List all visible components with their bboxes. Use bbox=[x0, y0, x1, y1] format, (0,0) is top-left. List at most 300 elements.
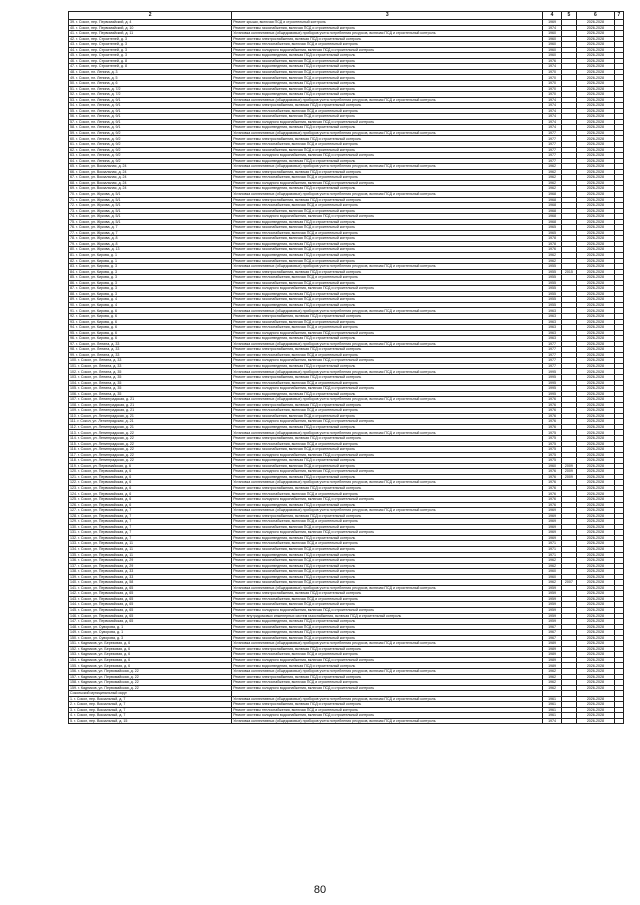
year-built-cell: 1969 bbox=[543, 530, 561, 536]
address-cell: 142. г. Сокол, ул. Первомайская, д. 65 bbox=[69, 591, 232, 597]
address-cell: 131. г. Сокол, ул. Первомайская, д. 7 bbox=[69, 530, 232, 536]
year-built-cell: 1976 bbox=[543, 397, 561, 403]
address-cell: 101. г. Сокол, ул. Ленина, д. 33 bbox=[69, 363, 232, 369]
work-type-cell: Установка коллективных (общедомовых) приборов учета потребления ресурсов, включая ПСД и строительный контроль bbox=[232, 191, 543, 197]
period-cell: 2026-2028 bbox=[577, 508, 615, 514]
period-cell: 2026-2028 bbox=[577, 391, 615, 397]
address-cell: 124. г. Сокол, ул. Первомайская, д. 6 bbox=[69, 491, 232, 497]
work-type-cell: Ремонт системы холодного водоснабжения, включая ПСД и строительный контроль bbox=[232, 330, 543, 336]
period-cell: 2026-2028 bbox=[577, 674, 615, 680]
address-cell: 73. г. Сокол, ул. Жукова, д. 5/1 bbox=[69, 208, 232, 214]
year-built-cell: 1959 bbox=[543, 619, 561, 625]
address-cell: 145. г. Сокол, ул. Первомайская, д. 65 bbox=[69, 607, 232, 613]
work-type-cell: Ремонт системы водоотведения, включая ПСД и строительный контроль bbox=[232, 92, 543, 98]
address-cell: 79. г. Сокол, ул. Жукова, д. 8 bbox=[69, 241, 232, 247]
address-cell: 147. г. Сокол, ул. Первомайская, д. 65 bbox=[69, 619, 232, 625]
year-built-cell: 1995 bbox=[543, 380, 561, 386]
address-cell: 61. г. Сокол, пл. Ленина, д. 9/2 bbox=[69, 142, 232, 148]
work-type-cell: Ремонт системы газоснабжения, включая ПСД и строительный контроль bbox=[232, 524, 543, 530]
period-cell: 2026-2028 bbox=[577, 191, 615, 197]
address-cell: 39. г. Сокол, пер. Первомайский, д. 4 bbox=[69, 20, 232, 26]
year-built-cell: 1967 bbox=[543, 630, 561, 636]
work-type-cell: Ремонт системы электроснабжения, включая ПСД и строительный контроль bbox=[232, 269, 543, 275]
period-cell: 2026-2028 bbox=[577, 230, 615, 236]
period-cell: 2026-2028 bbox=[577, 519, 615, 525]
work-type-cell: Ремонт системы водоотведения, включая ПСД и строительный контроль bbox=[232, 336, 543, 342]
period-cell: 2026-2028 bbox=[577, 208, 615, 214]
address-cell: 95. г. Сокол, ул. Кирова, д. 6 bbox=[69, 330, 232, 336]
work-type-cell: Ремонт системы водоотведения, включая ПСД и строительный контроль bbox=[232, 502, 543, 508]
period-cell: 2026-2028 bbox=[577, 680, 615, 686]
period-cell: 2026-2028 bbox=[577, 497, 615, 503]
address-cell: 91. г. Сокол, ул. Кирова, д. 6 bbox=[69, 308, 232, 314]
period-cell: 2026-2028 bbox=[577, 646, 615, 652]
year-built-cell: 1976 bbox=[543, 480, 561, 486]
address-cell: 112. г. Сокол, ул. Ленинградская, д. 21 bbox=[69, 424, 232, 430]
work-type-cell: Ремонт системы электроснабжения, включая ПСД и строительный контроль bbox=[232, 36, 543, 42]
work-type-cell: Ремонт системы теплоснабжения, включая ПСД и строительный контроль bbox=[232, 380, 543, 386]
work-type-cell: Ремонт системы газоснабжения, включая ПСД и строительный контроль bbox=[232, 319, 543, 325]
year-built-cell: 1974 bbox=[543, 103, 561, 109]
work-type-cell: Установка коллективных (общедомовых) приборов учета потребления ресурсов, включая ПСД и строительный контроль bbox=[232, 130, 543, 136]
address-cell: 43. г. Сокол, пер. Строителей, д. 3 bbox=[69, 42, 232, 48]
work-type-cell: Ремонт системы водоотведения, включая ПСД и строительный контроль bbox=[232, 64, 543, 70]
address-cell: 129. г. Сокол, ул. Первомайская, д. 7 bbox=[69, 519, 232, 525]
work-type-cell: Ремонт системы газоснабжения, включая ПСД и строительный контроль bbox=[232, 569, 543, 575]
year-built-cell: 1975 bbox=[543, 447, 561, 453]
address-cell: 46. г. Сокол, пер. Строителей, д. 8 bbox=[69, 58, 232, 64]
year-built-cell: 1968 bbox=[543, 214, 561, 220]
year-built-cell: 1962 bbox=[543, 668, 561, 674]
work-type-cell: Ремонт системы водоотведения, включая ПСД и строительный контроль bbox=[232, 535, 543, 541]
period-cell: 2026-2028 bbox=[577, 358, 615, 364]
address-cell: 99. г. Сокол, ул. Ленина, д. 33 bbox=[69, 352, 232, 358]
address-cell: 137. г. Сокол, ул. Первомайская, д. 29 bbox=[69, 563, 232, 569]
work-type-cell: Ремонт системы холодного водоснабжения, включая ПСД и строительный контроль bbox=[232, 180, 543, 186]
last-repair-cell bbox=[561, 718, 576, 724]
year-built-cell: 1995 bbox=[543, 386, 561, 392]
work-type-cell: Ремонт системы теплоснабжения, включая ПСД и строительный контроль bbox=[232, 491, 543, 497]
year-built-cell: 1995 bbox=[543, 391, 561, 397]
address-cell: 45. г. Сокол, пер. Строителей, д. 3 bbox=[69, 53, 232, 59]
schedule-table bbox=[68, 11, 624, 724]
year-built-cell: 1959 bbox=[543, 585, 561, 591]
period-cell: 2026-2028 bbox=[577, 269, 615, 275]
period-cell: 2026-2028 bbox=[577, 119, 615, 125]
work-type-cell: Ремонт системы водоотведения, включая ПСД и строительный контроль bbox=[232, 363, 543, 369]
address-cell: 44. г. Сокол, пер. Строителей, д. 3 bbox=[69, 47, 232, 53]
address-cell: 108. г. Сокол, ул. Ленинградская, д. 21 bbox=[69, 402, 232, 408]
work-type-cell: Ремонт системы теплоснабжения, включая ПСД и строительный контроль bbox=[232, 108, 543, 114]
address-cell: 135. г. Сокол, ул. Первомайская, д. 11 bbox=[69, 552, 232, 558]
year-built-cell: 1974 bbox=[543, 25, 561, 31]
address-cell: 111. г. Сокол, ул. Ленинградская, д. 21 bbox=[69, 419, 232, 425]
address-cell: 127. г. Сокол, ул. Первомайская, д. 7 bbox=[69, 508, 232, 514]
work-type-cell: Ремонт системы газоснабжения, включая ПСД и строительный контроль bbox=[232, 114, 543, 120]
period-cell: 2026-2028 bbox=[577, 297, 615, 303]
period-cell: 2026-2028 bbox=[577, 286, 615, 292]
year-built-cell: 1976 bbox=[543, 424, 561, 430]
year-built-cell: 1962 bbox=[543, 164, 561, 170]
year-built-cell: 1995 bbox=[543, 375, 561, 381]
address-cell: 89. г. Сокол, ул. Кирова, д. 4 bbox=[69, 297, 232, 303]
year-built-cell: 1970 bbox=[543, 81, 561, 87]
year-built-cell: 1975 bbox=[543, 436, 561, 442]
address-cell: 138. г. Сокол, ул. Первомайская, д. 33 bbox=[69, 569, 232, 575]
period-cell: 2026-2028 bbox=[577, 458, 615, 464]
year-built-cell: 1962 bbox=[543, 180, 561, 186]
year-built-cell: 1974 bbox=[543, 718, 561, 724]
period-cell: 2026-2028 bbox=[577, 585, 615, 591]
table-row bbox=[69, 718, 624, 724]
period-cell: 2026-2028 bbox=[577, 25, 615, 31]
year-built-cell: 1961 bbox=[543, 713, 561, 719]
period-cell: 2026-2028 bbox=[577, 247, 615, 253]
address-cell: 126. г. Сокол, ул. Первомайская, д. 6 bbox=[69, 502, 232, 508]
year-built-cell: 1989 bbox=[543, 663, 561, 669]
period-cell: 2026-2028 bbox=[577, 419, 615, 425]
period-cell: 2026-2028 bbox=[577, 280, 615, 286]
period-cell: 2026-2028 bbox=[577, 69, 615, 75]
work-type-cell: Ремонт системы холодного водоснабжения, включая ПСД и строительный контроль bbox=[232, 286, 543, 292]
period-cell: 2026-2028 bbox=[577, 375, 615, 381]
address-cell: 71. г. Сокол, ул. Жукова, д. 5/1 bbox=[69, 197, 232, 203]
work-type-cell: Ремонт системы электроснабжения, включая ПСД и строительный контроль bbox=[232, 313, 543, 319]
period-cell: 2026-2028 bbox=[577, 602, 615, 608]
period-cell: 2026-2028 bbox=[577, 630, 615, 636]
year-built-cell: 1962 bbox=[543, 674, 561, 680]
period-cell: 2026-2028 bbox=[577, 130, 615, 136]
year-built-cell: 1968 bbox=[543, 197, 561, 203]
address-cell: 148. г. Сокол, ул. Суворова, д. 1 bbox=[69, 624, 232, 630]
header-cell: 6 bbox=[577, 12, 615, 20]
year-built-cell: 1976 bbox=[543, 485, 561, 491]
work-type-cell: Ремонт системы теплоснабжения, включая ПСД и строительный контроль bbox=[232, 680, 543, 686]
year-built-cell: 1974 bbox=[543, 125, 561, 131]
year-built-cell: 1975 bbox=[543, 458, 561, 464]
year-built-cell: 1969 bbox=[543, 535, 561, 541]
work-type-cell: Ремонт системы газоснабжения, включая ПСД и строительный контроль bbox=[232, 413, 543, 419]
address-cell: 74. г. Сокол, ул. Жукова, д. 5/1 bbox=[69, 214, 232, 220]
year-built-cell: 1977 bbox=[543, 352, 561, 358]
period-cell: 2026-2028 bbox=[577, 336, 615, 342]
header-row bbox=[69, 12, 624, 20]
period-cell: 2026-2028 bbox=[577, 369, 615, 375]
address-cell: 125. г. Сокол, ул. Первомайская, д. 6 bbox=[69, 497, 232, 503]
work-type-cell: Ремонт системы водоотведения, включая ПСД и строительный контроль bbox=[232, 53, 543, 59]
address-cell: 100. г. Сокол, ул. Ленина, д. 33 bbox=[69, 358, 232, 364]
year-built-cell: 1960 bbox=[543, 42, 561, 48]
period-cell: 2026-2028 bbox=[577, 158, 615, 164]
address-cell: 55. г. Сокол, пл. Ленина, д. 9/1 bbox=[69, 108, 232, 114]
work-type-cell: Ремонт системы холодного водоснабжения, включая ПСД и строительный контроль bbox=[232, 530, 543, 536]
address-cell: 78. г. Сокол, ул. Жукова, д. 8 bbox=[69, 236, 232, 242]
year-built-cell: 1961 bbox=[543, 696, 561, 702]
address-cell: 141. г. Сокол, ул. Первомайская, д. 65 bbox=[69, 585, 232, 591]
period-cell: 2026-2028 bbox=[577, 75, 615, 81]
period-cell: 2026-2028 bbox=[577, 641, 615, 647]
work-type-cell: Ремонт системы водоотведения, включая ПСД и строительный контроль bbox=[232, 252, 543, 258]
address-cell: 120. г. Сокол, ул. Первомайская, д. 6 bbox=[69, 469, 232, 475]
year-built-cell: 1977 bbox=[543, 142, 561, 148]
work-type-cell: Установка коллективных (общедомовых) приборов учета потребления ресурсов, включая ПСД и строительный контроль bbox=[232, 31, 543, 37]
work-type-cell: Ремонт системы электроснабжения, включая ПСД и строительный контроль bbox=[232, 375, 543, 381]
year-built-cell: 1963 bbox=[543, 336, 561, 342]
year-built-cell: 1978 bbox=[543, 241, 561, 247]
year-built-cell: 1969 bbox=[543, 524, 561, 530]
work-type-cell: Ремонт системы газоснабжения, включая ПСД и строительный контроль bbox=[232, 463, 543, 469]
year-built-cell: 1967 bbox=[543, 624, 561, 630]
work-type-cell: Ремонт системы водоотведения, включая ПСД и строительный контроль bbox=[232, 291, 543, 297]
work-type-cell: Ремонт системы газоснабжения, включая ПСД и строительный контроль bbox=[232, 86, 543, 92]
address-cell: 150. г. Сокол, ул. Суворова, д. 3 bbox=[69, 635, 232, 641]
address-cell: 75. г. Сокол, ул. Жукова, д. 5/1 bbox=[69, 219, 232, 225]
address-cell: 143. г. Сокол, ул. Первомайская, д. 65 bbox=[69, 596, 232, 602]
work-type-cell: Ремонт системы газоснабжения, включая ПСД и строительный контроль bbox=[232, 208, 543, 214]
period-cell: 2026-2028 bbox=[577, 546, 615, 552]
year-built-cell: 1962 bbox=[543, 258, 561, 264]
work-type-cell: Ремонт системы водоотведения, включая ПСД и строительный контроль bbox=[232, 219, 543, 225]
year-built-cell: 1976 bbox=[543, 413, 561, 419]
address-cell: 88. г. Сокол, ул. Кирова, д. 3 bbox=[69, 291, 232, 297]
work-type-cell: Ремонт системы водоотведения, включая ПСД и строительный контроль bbox=[232, 302, 543, 308]
year-built-cell: 1989 bbox=[543, 652, 561, 658]
period-cell: 2026-2028 bbox=[577, 613, 615, 619]
work-type-cell: Ремонт системы теплоснабжения, включая ПСД и строительный контроль bbox=[232, 441, 543, 447]
year-built-cell: 1960 bbox=[543, 31, 561, 37]
address-cell: 159. г. Кадников, ул. Первомайская, д. 22 bbox=[69, 685, 232, 691]
address-cell: 93. г. Сокол, ул. Кирова, д. 6 bbox=[69, 319, 232, 325]
year-built-cell: 1969 bbox=[543, 513, 561, 519]
year-built-cell: 1960 bbox=[543, 53, 561, 59]
period-cell: 2026-2028 bbox=[577, 424, 615, 430]
address-cell: 59. г. Сокол, пл. Ленина, д. 9/2 bbox=[69, 130, 232, 136]
address-cell: 113. г. Сокол, ул. Ленинградская, д. 22 bbox=[69, 430, 232, 436]
work-type-cell: Ремонт системы газоснабжения, включая ПСД и строительный контроль bbox=[232, 558, 543, 564]
address-cell: 90. г. Сокол, ул. Кирова, д. 4 bbox=[69, 302, 232, 308]
work-type-cell: Ремонт системы холодного водоснабжения, включая ПСД и строительный контроль bbox=[232, 386, 543, 392]
work-type-cell: Ремонт системы холодного водоснабжения, включая ПСД и строительный контроль bbox=[232, 452, 543, 458]
period-cell: 2026-2028 bbox=[577, 103, 615, 109]
work-type-cell: Ремонт системы газоснабжения, включая ПСД и строительный контроль bbox=[232, 580, 543, 586]
address-cell: 155. г. Кадников, ул. Березовая, д. 6 bbox=[69, 663, 232, 669]
period-cell: 2026-2028 bbox=[577, 58, 615, 64]
year-built-cell: 1963 bbox=[543, 325, 561, 331]
period-cell: 2026-2028 bbox=[577, 214, 615, 220]
year-built-cell: 1962 bbox=[543, 252, 561, 258]
work-type-cell: Ремонт системы водоотведения, включая ПСД и строительный контроль bbox=[232, 563, 543, 569]
work-type-cell: Ремонт системы холодного водоснабжения, включая ПСД и строительный контроль bbox=[232, 607, 543, 613]
address-cell: 1. г. Сокол, пер. Вокзальный, д. 7 bbox=[69, 696, 232, 702]
period-cell: 2026-2028 bbox=[577, 108, 615, 114]
period-cell: 2026-2028 bbox=[577, 197, 615, 203]
address-cell: 54. г. Сокол, пл. Ленина, д. 9/1 bbox=[69, 103, 232, 109]
year-built-cell: 1962 bbox=[543, 169, 561, 175]
year-built-cell: 1965 bbox=[543, 225, 561, 231]
address-cell: 96. г. Сокол, ул. Кирова, д. 6 bbox=[69, 336, 232, 342]
work-type-cell: Ремонт системы холодного водоснабжения, включая ПСД и строительный контроль bbox=[232, 685, 543, 691]
work-type-cell: Установка коллективных (общедомовых) приборов учета потребления ресурсов, включая ПСД и строительный контроль bbox=[232, 97, 543, 103]
year-built-cell: 1962 bbox=[543, 175, 561, 181]
address-cell: 107. г. Сокол, ул. Ленинградская, д. 21 bbox=[69, 397, 232, 403]
period-cell: 2026-2028 bbox=[577, 313, 615, 319]
year-built-cell: 1977 bbox=[543, 153, 561, 159]
address-cell: 70. г. Сокол, ул. Жукова, д. 5/1 bbox=[69, 191, 232, 197]
period-cell: 2026-2028 bbox=[577, 186, 615, 192]
year-built-cell: 1960 bbox=[543, 47, 561, 53]
address-cell: 102. г. Сокол, ул. Ленина, д. 35 bbox=[69, 369, 232, 375]
year-built-cell: 1976 bbox=[543, 408, 561, 414]
period-cell: 2026-2028 bbox=[577, 53, 615, 59]
year-built-cell: 1969 bbox=[543, 519, 561, 525]
address-cell: 2. г. Сокол, пер. Вокзальный, д. 7 bbox=[69, 702, 232, 708]
work-type-cell: Ремонт системы водоотведения, включая ПСД и строительный контроль bbox=[232, 391, 543, 397]
period-cell: 2026-2028 bbox=[577, 42, 615, 48]
period-cell: 2026-2028 bbox=[577, 530, 615, 536]
address-cell: 52. г. Сокол, пл. Ленина, д. 7/2 bbox=[69, 92, 232, 98]
period-cell: 2026-2028 bbox=[577, 480, 615, 486]
year-built-cell: 1962 bbox=[543, 558, 561, 564]
address-cell: 67. г. Сокол, ул. Вокзальная, д. 24 bbox=[69, 175, 232, 181]
period-cell: 2026-2028 bbox=[577, 402, 615, 408]
work-type-cell: Ремонт системы газоснабжения, включая ПСД и строительный контроль bbox=[232, 69, 543, 75]
year-built-cell: 1978 bbox=[543, 236, 561, 242]
address-cell: 152. г. Кадников, ул. Березовая, д. 6 bbox=[69, 646, 232, 652]
address-cell: 92. г. Сокол, ул. Кирова, д. 6 bbox=[69, 313, 232, 319]
period-cell: 2026-2028 bbox=[577, 657, 615, 663]
work-type-cell: Ремонт системы газоснабжения, включая ПСД и строительный контроль bbox=[232, 280, 543, 286]
address-cell: 121. г. Сокол, ул. Первомайская, д. 6 bbox=[69, 474, 232, 480]
period-cell: 2026-2028 bbox=[577, 175, 615, 181]
address-cell: 151. г. Кадников, ул. Березовая, д. 6 bbox=[69, 641, 232, 647]
year-built-cell: 1955 bbox=[543, 286, 561, 292]
address-cell: 40. г. Сокол, пер. Первомайский, д. 10 bbox=[69, 25, 232, 31]
year-built-cell: 1955 bbox=[543, 291, 561, 297]
period-cell: 2026-2028 bbox=[577, 180, 615, 186]
address-cell: 48. г. Сокол, пл. Ленина, д. 3 bbox=[69, 69, 232, 75]
work-type-cell: Ремонт системы электроснабжения, включая ПСД и строительный контроль bbox=[232, 485, 543, 491]
work-type-cell: Ремонт внутридомовых инженерных систем газоснабжения, включая ПСД и строительный контроль bbox=[232, 613, 543, 619]
address-cell: 139. г. Сокол, ул. Первомайская, д. 33 bbox=[69, 574, 232, 580]
address-cell: 128. г. Сокол, ул. Первомайская, д. 7 bbox=[69, 513, 232, 519]
period-cell: 2026-2028 bbox=[577, 275, 615, 281]
year-built-cell: 1967 bbox=[543, 635, 561, 641]
address-cell: 63. г. Сокол, пл. Ленина, д. 9/2 bbox=[69, 153, 232, 159]
period-cell: 2026-2028 bbox=[577, 474, 615, 480]
year-built-cell: 1962 bbox=[543, 563, 561, 569]
work-type-cell: Установка коллективных (общедомовых) приборов учета потребления ресурсов, включая ПСД и строительный контроль bbox=[232, 397, 543, 403]
address-cell: 87. г. Сокол, ул. Кирова, д. 3 bbox=[69, 286, 232, 292]
work-type-cell: Ремонт системы водоотведения, включая ПСД и строительный контроль bbox=[232, 552, 543, 558]
work-type-cell: Установка коллективных (общедомовых) приборов учета потребления ресурсов, включая ПСД и строительный контроль bbox=[232, 696, 543, 702]
address-cell: 153. г. Кадников, ул. Березовая, д. 6 bbox=[69, 652, 232, 658]
address-cell: 115. г. Сокол, ул. Ленинградская, д. 22 bbox=[69, 441, 232, 447]
year-built-cell: 1975 bbox=[543, 441, 561, 447]
last-repair-cell: 2009 bbox=[561, 474, 576, 480]
address-cell: 58. г. Сокол, пл. Ленина, д. 9/1 bbox=[69, 125, 232, 131]
period-cell: 2026-2028 bbox=[577, 485, 615, 491]
period-cell: 2026-2028 bbox=[577, 252, 615, 258]
period-cell: 2026-2028 bbox=[577, 663, 615, 669]
period-cell: 2026-2028 bbox=[577, 291, 615, 297]
period-cell: 2026-2028 bbox=[577, 569, 615, 575]
year-built-cell: 1989 bbox=[543, 646, 561, 652]
period-cell: 2026-2028 bbox=[577, 452, 615, 458]
work-type-cell: Ремонт системы теплоснабжения, включая ПСД и строительный контроль bbox=[232, 275, 543, 281]
work-type-cell: Ремонт системы газоснабжения, включая ПСД и строительный контроль bbox=[232, 602, 543, 608]
period-cell: 2026-2028 bbox=[577, 413, 615, 419]
period-cell: 2026-2028 bbox=[577, 535, 615, 541]
work-type-cell: Ремонт системы электроснабжения, включая ПСД и строительный контроль bbox=[232, 103, 543, 109]
period-cell: 2026-2028 bbox=[577, 408, 615, 414]
year-built-cell: 1970 bbox=[543, 86, 561, 92]
year-built-cell: 1971 bbox=[543, 552, 561, 558]
work-type-cell: Ремонт системы водоотведения, включая ПСД и строительный контроль bbox=[232, 125, 543, 131]
address-cell: 116. г. Сокол, ул. Ленинградская, д. 22 bbox=[69, 447, 232, 453]
header-cell: 5 bbox=[561, 12, 576, 20]
period-cell: 2026-2028 bbox=[577, 607, 615, 613]
period-cell: 2026-2028 bbox=[577, 702, 615, 708]
address-cell: 146. г. Сокол, ул. Первомайская, д. 65 bbox=[69, 613, 232, 619]
address-cell: 4. г. Сокол, пер. Вокзальный, д. 7 bbox=[69, 713, 232, 719]
work-type-cell: Ремонт системы газоснабжения, включая ПСД и строительный контроль bbox=[232, 147, 543, 153]
work-type-cell: Ремонт системы электроснабжения, включая ПСД и строительный контроль bbox=[232, 169, 543, 175]
header-cell: 2 bbox=[69, 12, 232, 20]
work-type-cell: Ремонт системы электроснабжения, включая ПСД и строительный контроль bbox=[232, 591, 543, 597]
year-built-cell: 1955 bbox=[543, 275, 561, 281]
work-type-cell: Ремонт системы холодного водоснабжения, включая ПСД и строительный контроль bbox=[232, 657, 543, 663]
address-cell: 72. г. Сокол, ул. Жукова, д. 5/1 bbox=[69, 203, 232, 209]
address-cell: 42. г. Сокол, пер. Строителей, д. 3 bbox=[69, 36, 232, 42]
year-built-cell: 1971 bbox=[543, 541, 561, 547]
period-cell: 2026-2028 bbox=[577, 541, 615, 547]
period-cell: 2026-2028 bbox=[577, 502, 615, 508]
year-built-cell: 1955 bbox=[543, 297, 561, 303]
period-cell: 2026-2028 bbox=[577, 97, 615, 103]
year-built-cell: 1960 bbox=[543, 569, 561, 575]
address-cell: 51. г. Сокол, пл. Ленина, д. 7/2 bbox=[69, 86, 232, 92]
period-cell: 2026-2028 bbox=[577, 236, 615, 242]
year-built-cell: 1963 bbox=[543, 308, 561, 314]
address-cell: 53. г. Сокол, пл. Ленина, д. 9/1 bbox=[69, 97, 232, 103]
period-cell: 2026-2028 bbox=[577, 86, 615, 92]
period-cell: 2026-2028 bbox=[577, 685, 615, 691]
period-cell: 2026-2028 bbox=[577, 302, 615, 308]
section-title: Сокольский муниципальный округ bbox=[69, 691, 232, 697]
work-type-cell: Ремонт системы газоснабжения, включая ПСД и строительный контроль bbox=[232, 258, 543, 264]
work-type-cell: Ремонт системы электроснабжения, включая ПСД и строительный контроль bbox=[232, 197, 543, 203]
period-cell: 2026-2028 bbox=[577, 363, 615, 369]
year-built-cell: 1955 bbox=[543, 264, 561, 270]
work-type-cell: Установка коллективных (общедомовых) приборов учета потребления ресурсов, включая ПСД и строительный контроль bbox=[232, 369, 543, 375]
work-type-cell: Ремонт системы электроснабжения, включая ПСД и строительный контроль bbox=[232, 674, 543, 680]
year-built-cell: 1959 bbox=[543, 596, 561, 602]
work-type-cell: Ремонт системы холодного водоснабжения, включая ПСД и строительный контроль bbox=[232, 358, 543, 364]
period-cell: 2026-2028 bbox=[577, 696, 615, 702]
address-cell: 97. г. Сокол, ул. Ленина, д. 33 bbox=[69, 341, 232, 347]
work-type-cell: Установка коллективных (общедомовых) приборов учета потребления ресурсов, включая ПСД и строительный контроль bbox=[232, 641, 543, 647]
year-built-cell: 1961 bbox=[543, 702, 561, 708]
period-cell: 2026-2028 bbox=[577, 563, 615, 569]
work-type-cell: Ремонт системы водоотведения, включая ПСД и строительный контроль bbox=[232, 630, 543, 636]
period-cell: 2026-2028 bbox=[577, 713, 615, 719]
work-type-cell: Ремонт системы водоотведения, включая ПСД и строительный контроль bbox=[232, 574, 543, 580]
last-repair-cell: 2009 bbox=[561, 463, 576, 469]
work-type-cell: Установка коллективных (общедомовых) приборов учета потребления ресурсов, включая ПСД и строительный контроль bbox=[232, 264, 543, 270]
period-cell: 2026-2028 bbox=[577, 718, 615, 724]
year-built-cell: 1968 bbox=[543, 191, 561, 197]
extra-cell bbox=[614, 718, 623, 724]
